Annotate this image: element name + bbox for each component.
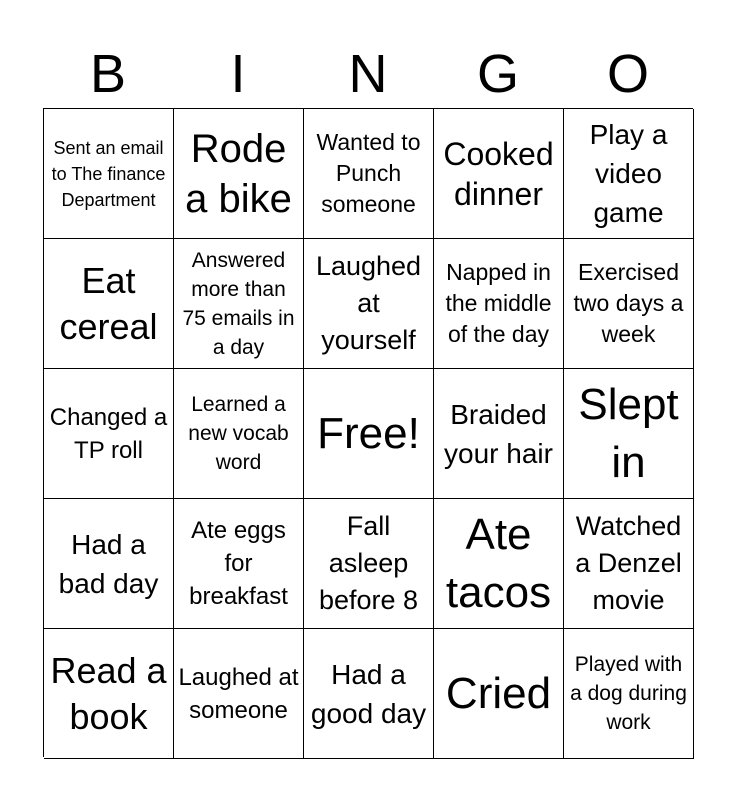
- bingo-cell[interactable]: [174, 109, 304, 239]
- cell-text: Braided your hair: [444, 398, 553, 469]
- cell-text: Exercised two days a week: [573, 259, 684, 347]
- bingo-cell[interactable]: [564, 499, 694, 629]
- bingo-cell[interactable]: [304, 499, 434, 629]
- header-letter-b: B: [89, 44, 127, 104]
- cell-text: Played with a dog during work: [570, 653, 687, 734]
- cell-text: Answered more than 75 emails in a day: [182, 248, 295, 359]
- header-letter-g: G: [476, 44, 519, 104]
- bingo-cell[interactable]: [564, 629, 694, 759]
- bingo-cell[interactable]: [44, 629, 174, 759]
- bingo-cell[interactable]: [434, 629, 564, 759]
- cell-text: Wanted to Punch someone: [316, 129, 421, 217]
- cell-text: Play a video game: [589, 119, 668, 228]
- cell-text: Slept in: [578, 379, 679, 487]
- cell-text: Sent an email to The finance Department: [51, 137, 166, 210]
- cell-text: Laughed at yourself: [315, 251, 422, 355]
- cell-text: Learned a new vocab word: [188, 393, 289, 474]
- header-letter-o: O: [606, 44, 649, 104]
- cell-text: Changed a TP roll: [49, 403, 168, 464]
- cell-text: Watched a Denzel movie: [575, 511, 682, 615]
- bingo-cell[interactable]: [434, 109, 564, 239]
- cell-text: Had a bad day: [58, 528, 159, 599]
- cell-text: Ate eggs for breakfast: [189, 517, 288, 610]
- bingo-cell[interactable]: [304, 629, 434, 759]
- cell-text: Laughed at someone: [178, 663, 299, 724]
- cell-text: Napped in the middle of the day: [445, 259, 552, 347]
- bingo-cell[interactable]: [564, 369, 694, 499]
- cell-text: Had a good day: [310, 658, 427, 729]
- bingo-board: [43, 108, 693, 757]
- bingo-header: [43, 40, 693, 108]
- bingo-cell[interactable]: [434, 499, 564, 629]
- header-letter-n: N: [348, 44, 388, 104]
- bingo-cell[interactable]: [174, 499, 304, 629]
- bingo-cell[interactable]: [564, 109, 694, 239]
- cell-text: Cooked dinner: [443, 135, 554, 212]
- free-space-text: Free!: [317, 408, 420, 458]
- cell-text: Cried: [445, 668, 552, 718]
- cell-text: Read a book: [50, 649, 167, 737]
- bingo-cell[interactable]: [44, 499, 174, 629]
- bingo-cell[interactable]: [174, 239, 304, 369]
- bingo-cell[interactable]: [434, 239, 564, 369]
- bingo-cell[interactable]: [434, 369, 564, 499]
- bingo-cell[interactable]: [44, 239, 174, 369]
- bingo-cell[interactable]: [44, 369, 174, 499]
- bingo-cell[interactable]: [174, 629, 304, 759]
- bingo-cell[interactable]: [564, 239, 694, 369]
- cell-text: Rode a bike: [185, 126, 292, 221]
- cell-text: Ate tacos: [445, 509, 552, 617]
- bingo-cell[interactable]: [304, 239, 434, 369]
- cell-text: Eat cereal: [59, 259, 158, 347]
- bingo-cell[interactable]: [174, 369, 304, 499]
- header-letter-i: I: [230, 44, 246, 104]
- free-space-cell[interactable]: [304, 369, 434, 499]
- bingo-cell[interactable]: [304, 109, 434, 239]
- bingo-cell[interactable]: [44, 109, 174, 239]
- cell-text: Fall asleep before 8: [318, 511, 419, 615]
